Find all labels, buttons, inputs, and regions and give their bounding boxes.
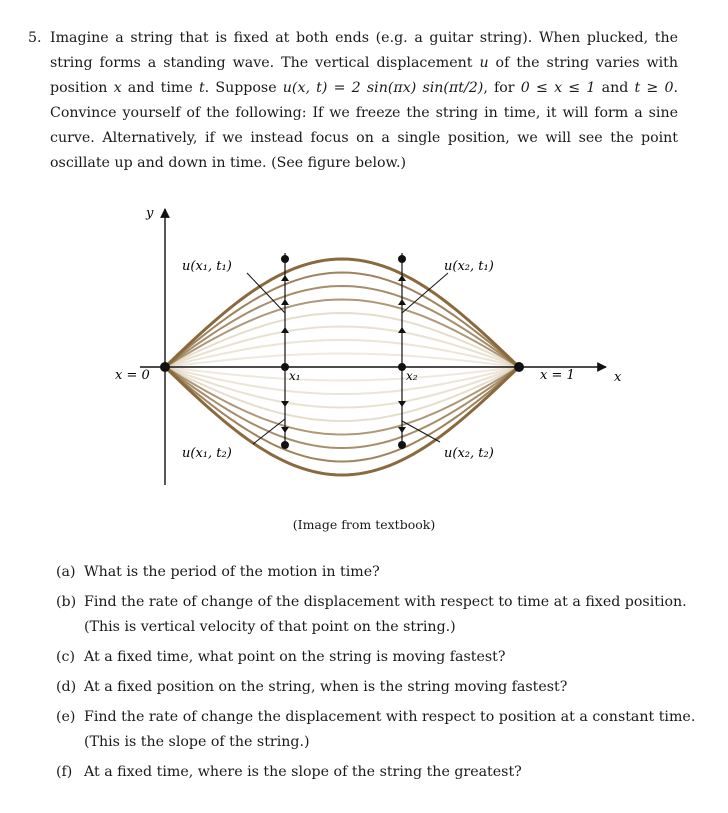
- oscillation-arrowhead: [281, 427, 289, 433]
- string-curve: [165, 367, 519, 435]
- domain-t: t ≥ 0: [634, 80, 674, 96]
- x-axis-label: x: [614, 370, 622, 385]
- x2-bottom-dot: [398, 441, 406, 449]
- right-end-dot: [514, 362, 524, 372]
- problem-number: 5.: [28, 30, 42, 46]
- symbol-u: u: [479, 55, 489, 71]
- problem-text-5: , for: [483, 80, 521, 96]
- question-parts: [56, 560, 696, 790]
- symbol-t: t: [198, 80, 205, 96]
- symbol-x: x: [113, 80, 122, 96]
- part-label: (b): [56, 594, 77, 610]
- problem-text: [50, 26, 678, 176]
- label-u-x2-t1: u(x₂, t₁): [444, 259, 494, 274]
- pointer-u-x1-t1: [247, 273, 285, 313]
- formula: u(x, t) = 2 sin(πx) sin(πt/2): [282, 80, 484, 96]
- oscillation-arrowhead: [281, 401, 289, 407]
- problem-text-1: Imagine a string that is fixed at both ends (e.g. a guitar string). When plucked, the string forms a standing wave. The vertical displacement: [50, 30, 678, 71]
- part-text: Find the rate of change of the displacement with respect to time at a fixed position. (This is vertical velocity of that point on the string.): [84, 594, 687, 635]
- x1-top-dot: [281, 255, 289, 263]
- string-curve: [165, 300, 519, 368]
- domain-x: 0 ≤ x ≤ 1: [520, 80, 596, 96]
- oscillation-arrowhead: [281, 299, 289, 305]
- standing-wave-figure: [0, 195, 728, 505]
- x2-label: x₂: [406, 369, 418, 383]
- x2-top-dot: [398, 255, 406, 263]
- problem-text-2: of the string varies with position: [50, 55, 679, 96]
- oscillation-arrowhead: [281, 327, 289, 333]
- problem-text-7: . Convince yourself of the following: If we freeze the string in time, it will form a sine curve. Alternatively, if we instead focus on a single position, we will see the point oscillate up and down in time. (See figure below.): [50, 80, 679, 171]
- oscillation-arrowhead: [398, 427, 406, 433]
- part-label: (e): [56, 709, 76, 725]
- pointer-u-x1-t2: [253, 419, 285, 444]
- oscillation-arrowhead: [398, 401, 406, 407]
- part-text: Find the rate of change the displacement with respect to position at a constant time. (This is the slope of the string.): [84, 709, 696, 750]
- part-c: [56, 645, 696, 670]
- x1-bottom-dot: [281, 441, 289, 449]
- label-u-x1-t1: u(x₁, t₁): [182, 259, 232, 274]
- part-text: At a fixed time, what point on the string is moving fastest?: [84, 649, 506, 665]
- part-b: [56, 590, 696, 640]
- left-end-label: x = 0: [115, 368, 150, 383]
- part-label: (c): [56, 649, 76, 665]
- problem-text-4: . Suppose: [204, 80, 283, 96]
- part-text: At a fixed time, where is the slope of the string the greatest?: [84, 764, 522, 780]
- part-a: [56, 560, 696, 585]
- oscillation-arrowhead: [398, 299, 406, 305]
- part-text: At a fixed position on the string, when is the string moving fastest?: [84, 679, 568, 695]
- part-label: (d): [56, 679, 77, 695]
- oscillation-arrowhead: [281, 275, 289, 281]
- problem-text-6: and: [595, 80, 635, 96]
- label-u-x2-t2: u(x₂, t₂): [444, 446, 494, 461]
- part-label: (f): [56, 764, 73, 780]
- part-e: [56, 705, 696, 755]
- problem-text-3: and time: [121, 80, 199, 96]
- part-d: [56, 675, 696, 700]
- x1-label: x₁: [289, 369, 301, 383]
- y-axis-label: y: [146, 206, 154, 221]
- x1-axis-dot: [281, 363, 289, 371]
- label-u-x1-t2: u(x₁, t₂): [182, 446, 232, 461]
- right-end-label: x = 1: [540, 368, 575, 383]
- figure-caption: (Image from textbook): [292, 517, 436, 532]
- problem-statement: [28, 26, 678, 176]
- oscillation-arrowhead: [398, 327, 406, 333]
- x2-axis-dot: [398, 363, 406, 371]
- part-label: (a): [56, 564, 76, 580]
- part-f: [56, 760, 696, 785]
- part-text: What is the period of the motion in time?: [84, 564, 380, 580]
- left-end-dot: [160, 362, 170, 372]
